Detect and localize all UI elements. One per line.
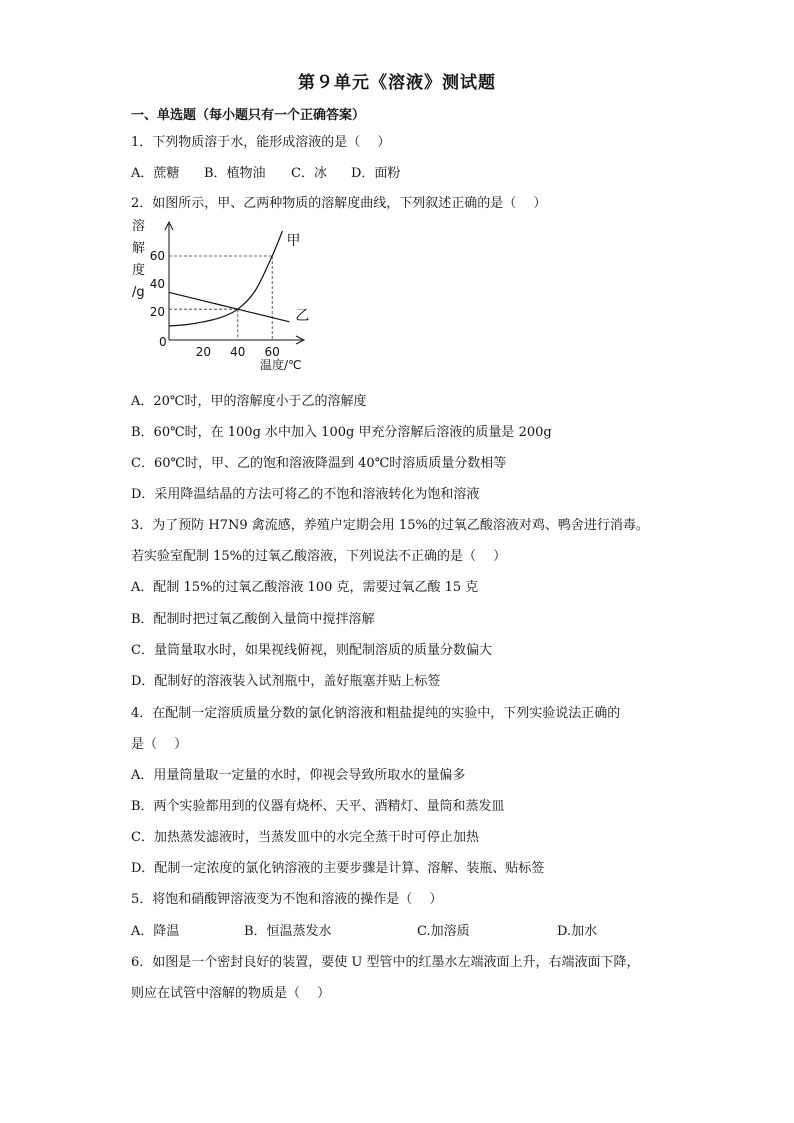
series-label: 乙 bbox=[295, 307, 310, 324]
q1-option-d: D．面粉 bbox=[351, 166, 401, 181]
y-tick-label: 20 bbox=[149, 305, 165, 319]
q4-option-a: A．用量筒量取一定量的水时，仰视会导致所取水的量偏多 bbox=[131, 768, 466, 783]
origin-label: 0 bbox=[159, 335, 167, 349]
q2-option-d: D．采用降温结晶的方法可将乙的不饱和溶液转化为饱和溶液 bbox=[131, 487, 480, 502]
question-3-stem-line-2: 若实验室配制 15%的过氧乙酸溶液，下列说法不正确的是（ ） bbox=[131, 549, 507, 564]
q5-option-c: C.加溶质 bbox=[417, 924, 470, 939]
q2-option-c: C．60℃时，甲、乙的饱和溶液降温到 40℃时溶质质量分数相等 bbox=[131, 456, 507, 471]
chart-ticks bbox=[150, 249, 302, 372]
y-tick-label: 40 bbox=[149, 277, 165, 291]
question-4-stem-line-1: 4．在配制一定溶质质量分数的氯化钠溶液和粗盐提纯的实验中，下列实验说法正确的 bbox=[131, 706, 621, 721]
series-label: 甲 bbox=[286, 232, 301, 249]
q5-option-b: B．恒温蒸发水 bbox=[244, 924, 332, 939]
x-tick-label: 40 bbox=[230, 345, 246, 359]
y-label-char: 溶 bbox=[132, 219, 146, 234]
chart-axes bbox=[165, 222, 304, 344]
y-tick-label: 60 bbox=[149, 249, 165, 263]
question-4-stem-line-2: 是（ ） bbox=[131, 737, 188, 752]
q4-option-d: D．配制一定浓度的氯化钠溶液的主要步骤是计算、溶解、装瓶、贴标签 bbox=[131, 861, 545, 876]
question-3-stem-line-1: 3．为了预防 H7N9 禽流感，养殖户定期会用 15%的过氧乙酸溶液对鸡、鸭舍进行消毒。 bbox=[131, 518, 649, 533]
y-label-char: /g bbox=[132, 285, 145, 300]
x-tick-label: 60 bbox=[264, 345, 280, 359]
question-5-stem: 5．将饱和硝酸钾溶液变为不饱和溶液的操作是（ ） bbox=[131, 892, 443, 907]
q3-option-a: A．配制 15%的过氧乙酸溶液 100 克，需要过氧乙酸 15 克 bbox=[131, 580, 479, 595]
x-tick-label: 20 bbox=[195, 345, 212, 359]
series-line bbox=[169, 292, 289, 321]
section-heading: 一、单选题（每小题只有一个正确答案） bbox=[131, 108, 366, 123]
q3-option-b: B．配制时把过氧乙酸倒入量筒中搅拌溶解 bbox=[131, 612, 375, 627]
question-1-options bbox=[131, 162, 400, 181]
question-5-options bbox=[131, 920, 597, 939]
q1-option-a: A．蔗糖 bbox=[131, 166, 180, 181]
q1-option-c: C．冰 bbox=[291, 166, 327, 181]
q5-option-a: A．降温 bbox=[131, 924, 180, 939]
x-axis-label: 温度/℃ bbox=[260, 358, 302, 372]
solubility-chart bbox=[128, 216, 328, 376]
page-title: 第９单元《溶液》测试题 bbox=[298, 73, 496, 93]
question-6-stem-line-2: 则应在试管中溶解的物质是（ ） bbox=[131, 986, 331, 1001]
chart-guides bbox=[169, 256, 272, 340]
q2-option-a: A．20℃时，甲的溶解度小于乙的溶解度 bbox=[131, 394, 367, 409]
q1-option-b: B．植物油 bbox=[204, 166, 266, 181]
q4-option-c: C．加热蒸发滤液时，当蒸发皿中的水完全蒸干时可停止加热 bbox=[131, 830, 479, 845]
question-2-stem: 2．如图所示，甲、乙两种物质的溶解度曲线，下列叙述正确的是（ ） bbox=[131, 196, 547, 211]
chart-curves bbox=[169, 231, 309, 326]
series-line bbox=[169, 231, 283, 326]
q3-option-d: D．配制好的溶液装入试剂瓶中，盖好瓶塞并贴上标签 bbox=[131, 674, 441, 689]
y-label-char: 解 bbox=[132, 241, 146, 256]
q3-option-c: C．量筒量取水时，如果视线俯视，则配制溶质的质量分数偏大 bbox=[131, 643, 492, 658]
y-label-char: 度 bbox=[132, 263, 146, 278]
q4-option-b: B．两个实验都用到的仪器有烧杯、天平、酒精灯、量筒和蒸发皿 bbox=[131, 799, 505, 814]
question-6-stem-line-1: 6．如图是一个密封良好的装置，要使 U 型管中的红墨水左端液面上升，右端液面下降， bbox=[131, 955, 640, 970]
q2-option-b: B．60℃时，在 100g 水中加入 100g 甲充分溶解后溶液的质量是 200g bbox=[131, 425, 552, 440]
q5-option-d: D.加水 bbox=[557, 924, 598, 939]
question-1-stem: 1．下列物质溶于水，能形成溶液的是（ ） bbox=[131, 135, 391, 150]
chart-y-axis-label bbox=[132, 218, 145, 300]
